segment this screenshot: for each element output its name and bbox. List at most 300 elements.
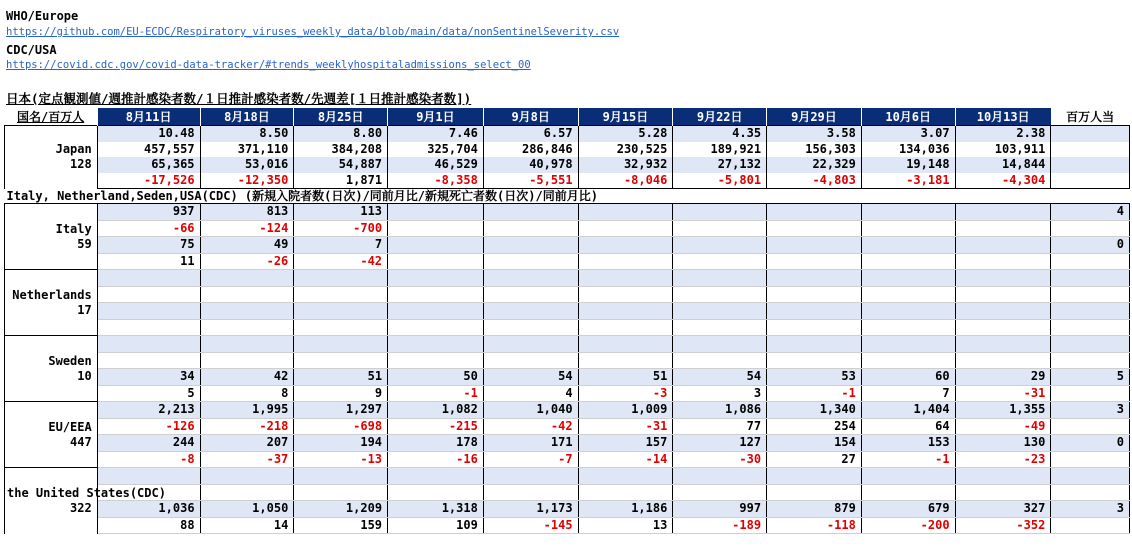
data-cell xyxy=(200,319,294,336)
data-cell: 50 xyxy=(388,369,484,386)
data-cell: -42 xyxy=(294,253,388,270)
data-cell: 7 xyxy=(861,385,955,402)
data-cell: 127 xyxy=(673,435,767,452)
date-column-header: 9月15日 xyxy=(578,108,673,126)
data-cell: -8,046 xyxy=(578,173,673,189)
data-cell: 22,329 xyxy=(767,157,862,173)
data-cell xyxy=(388,303,484,320)
data-table xyxy=(4,108,1130,534)
data-cell xyxy=(483,484,578,501)
data-cell xyxy=(673,253,767,270)
data-cell xyxy=(97,286,200,303)
data-cell: 5.28 xyxy=(578,126,673,142)
data-cell xyxy=(673,204,767,221)
data-cell xyxy=(388,253,484,270)
data-cell xyxy=(955,204,1051,221)
data-cell xyxy=(955,336,1051,353)
country-name-cell xyxy=(5,204,98,270)
data-cell xyxy=(767,286,862,303)
table-row xyxy=(5,126,1130,142)
country-population: 128 xyxy=(70,157,92,172)
data-cell: -5,801 xyxy=(673,173,767,189)
data-cell: 1,040 xyxy=(483,402,578,419)
country-population: 447 xyxy=(70,434,92,449)
data-cell: 134,036 xyxy=(861,142,955,158)
data-cell: 88 xyxy=(97,517,200,534)
data-cell xyxy=(955,352,1051,369)
data-cell: 937 xyxy=(97,204,200,221)
data-cell: 159 xyxy=(294,517,388,534)
data-cell: -218 xyxy=(200,418,294,435)
per-million-cell: 3 xyxy=(1051,501,1130,518)
table-row xyxy=(5,142,1130,158)
table-row xyxy=(5,286,1130,303)
data-cell: -49 xyxy=(955,418,1051,435)
data-cell: 109 xyxy=(388,517,484,534)
table-row xyxy=(5,237,1130,254)
data-cell xyxy=(200,270,294,287)
date-column-header: 10月13日 xyxy=(955,108,1051,126)
data-cell: 178 xyxy=(388,435,484,452)
data-cell: -4,803 xyxy=(767,173,862,189)
data-cell: 46,529 xyxy=(388,157,484,173)
table-row xyxy=(5,253,1130,270)
data-cell: 384,208 xyxy=(294,142,388,158)
data-cell xyxy=(578,484,673,501)
data-cell: -1 xyxy=(861,451,955,468)
data-cell xyxy=(483,237,578,254)
data-cell xyxy=(578,286,673,303)
data-cell: 9 xyxy=(294,385,388,402)
per-million-cell xyxy=(1051,468,1130,485)
per-million-cell xyxy=(1051,484,1130,501)
data-cell: 29 xyxy=(955,369,1051,386)
data-cell xyxy=(97,270,200,287)
data-cell: 1,009 xyxy=(578,402,673,419)
country-name: Japan xyxy=(55,142,92,157)
data-cell xyxy=(388,352,484,369)
data-cell: 457,557 xyxy=(97,142,200,158)
data-cell xyxy=(388,484,484,501)
data-cell xyxy=(673,468,767,485)
table-header-row xyxy=(5,108,1130,126)
data-cell: 6.57 xyxy=(483,126,578,142)
data-cell: 19,148 xyxy=(861,157,955,173)
data-cell xyxy=(673,286,767,303)
data-cell xyxy=(294,336,388,353)
who-europe-label: WHO/Europe xyxy=(6,9,79,23)
date-column-header: 9月8日 xyxy=(483,108,578,126)
data-cell: 51 xyxy=(578,369,673,386)
who-europe-link[interactable]: https://github.com/EU-ECDC/Respiratory_viruses_weekly_data/blob/main/data/nonSentinelSeverity.csv xyxy=(6,26,620,38)
data-cell xyxy=(861,484,955,501)
data-cell: 64 xyxy=(861,418,955,435)
data-cell: -352 xyxy=(955,517,1051,534)
date-column-header: 8月25日 xyxy=(294,108,388,126)
data-cell xyxy=(97,336,200,353)
data-cell xyxy=(578,253,673,270)
country-name-cell xyxy=(5,468,166,534)
data-cell: 1,297 xyxy=(294,402,388,419)
data-cell xyxy=(200,336,294,353)
table-row xyxy=(5,402,1130,419)
data-cell: 157 xyxy=(578,435,673,452)
data-cell xyxy=(767,204,862,221)
data-cell: 286,846 xyxy=(483,142,578,158)
table-row xyxy=(5,468,1130,485)
cdc-usa-link[interactable]: https://covid.cdc.gov/covid-data-tracker/#trends_weeklyhospitaladmissions_select_00 xyxy=(6,59,531,71)
data-cell: 1,340 xyxy=(767,402,862,419)
data-cell: 679 xyxy=(861,501,955,518)
country-column-header: 国名/百万人 xyxy=(5,108,98,126)
data-cell xyxy=(673,303,767,320)
data-cell: -31 xyxy=(955,385,1051,402)
data-cell: 27 xyxy=(767,451,862,468)
data-cell: 171 xyxy=(483,435,578,452)
data-cell: -13 xyxy=(294,451,388,468)
hosp-section-title: Italy, Netherland,Seden,USA(CDC) (新規入院者数(日次)/同前月比/新規死亡者数(日次)/同前月比) xyxy=(6,189,598,203)
data-cell: 1,173 xyxy=(483,501,578,518)
cdc-usa-label: CDC/USA xyxy=(6,43,57,57)
data-cell: 5 xyxy=(97,385,200,402)
data-cell: 53 xyxy=(767,369,862,386)
data-cell: 997 xyxy=(673,501,767,518)
data-cell: 34 xyxy=(97,369,200,386)
data-cell: 65,365 xyxy=(97,157,200,173)
data-cell: 4.35 xyxy=(673,126,767,142)
data-cell xyxy=(767,253,862,270)
data-cell xyxy=(483,303,578,320)
data-cell xyxy=(483,286,578,303)
table-row xyxy=(5,501,1130,518)
data-cell: -14 xyxy=(578,451,673,468)
data-cell xyxy=(767,468,862,485)
data-cell xyxy=(578,204,673,221)
data-cell xyxy=(483,253,578,270)
data-cell: 53,016 xyxy=(200,157,294,173)
data-cell xyxy=(861,468,955,485)
data-cell: -1 xyxy=(767,385,862,402)
data-cell: 42 xyxy=(200,369,294,386)
data-cell: 14,844 xyxy=(955,157,1051,173)
data-cell: 7.46 xyxy=(388,126,484,142)
country-population: 10 xyxy=(77,368,92,383)
data-cell: -3,181 xyxy=(861,173,955,189)
data-cell: 10.48 xyxy=(97,126,200,142)
country-name: Italy xyxy=(55,221,92,236)
data-cell: 230,525 xyxy=(578,142,673,158)
table-row xyxy=(5,336,1130,353)
data-cell xyxy=(767,303,862,320)
data-cell: -215 xyxy=(388,418,484,435)
data-cell: 77 xyxy=(673,418,767,435)
data-cell: 153 xyxy=(861,435,955,452)
data-cell: 13 xyxy=(578,517,673,534)
data-cell xyxy=(388,319,484,336)
per-million-cell xyxy=(1051,319,1130,336)
data-cell: -37 xyxy=(200,451,294,468)
data-cell xyxy=(97,468,200,485)
data-cell: 3 xyxy=(673,385,767,402)
data-cell: 1,082 xyxy=(388,402,484,419)
data-cell xyxy=(673,319,767,336)
data-cell: 32,932 xyxy=(578,157,673,173)
table-row xyxy=(5,385,1130,402)
per-million-cell: 5 xyxy=(1051,369,1130,386)
country-name: Netherlands xyxy=(12,287,92,302)
per-million-cell: 4 xyxy=(1051,204,1130,221)
date-column-header: 9月29日 xyxy=(767,108,862,126)
data-cell xyxy=(294,270,388,287)
data-cell: 1,318 xyxy=(388,501,484,518)
data-cell xyxy=(388,336,484,353)
date-column-header: 9月22日 xyxy=(673,108,767,126)
data-cell: 325,704 xyxy=(388,142,484,158)
data-cell: 54 xyxy=(483,369,578,386)
per-million-cell xyxy=(1051,352,1130,369)
data-cell: 75 xyxy=(97,237,200,254)
data-cell: -23 xyxy=(955,451,1051,468)
data-cell: -200 xyxy=(861,517,955,534)
data-cell xyxy=(767,237,862,254)
data-cell xyxy=(578,336,673,353)
table-row xyxy=(5,157,1130,173)
data-cell xyxy=(200,303,294,320)
data-cell xyxy=(673,336,767,353)
table-row xyxy=(5,369,1130,386)
data-cell xyxy=(673,237,767,254)
data-cell xyxy=(861,303,955,320)
data-cell xyxy=(483,319,578,336)
data-cell: 327 xyxy=(955,501,1051,518)
country-name: the United States(CDC) xyxy=(7,485,166,500)
date-column-header: 8月18日 xyxy=(200,108,294,126)
country-name-cell xyxy=(5,126,98,189)
data-cell xyxy=(578,319,673,336)
data-cell: 2.38 xyxy=(955,126,1051,142)
data-cell: 103,911 xyxy=(955,142,1051,158)
data-cell xyxy=(388,220,484,237)
data-cell xyxy=(955,270,1051,287)
data-cell: 51 xyxy=(294,369,388,386)
data-cell xyxy=(955,286,1051,303)
table-row xyxy=(5,220,1130,237)
date-column-header: 8月11日 xyxy=(97,108,200,126)
country-name-cell xyxy=(5,336,98,402)
japan-section-title: 日本(定点観測値/週推計感染者数/１日推計感染者数/先週差[１日推計感染者数]) xyxy=(6,91,472,106)
data-cell: -4,304 xyxy=(955,173,1051,189)
data-cell: -12,350 xyxy=(200,173,294,189)
table-row xyxy=(5,204,1130,221)
data-cell: -8 xyxy=(97,451,200,468)
data-cell: 1,086 xyxy=(673,402,767,419)
data-cell: 189,921 xyxy=(673,142,767,158)
data-cell: 1,036 xyxy=(97,501,200,518)
country-population: 17 xyxy=(77,302,92,317)
data-cell xyxy=(388,237,484,254)
per-million-cell xyxy=(1051,173,1130,189)
data-cell: 1,186 xyxy=(578,501,673,518)
per-million-cell: 0 xyxy=(1051,237,1130,254)
data-cell: 40,978 xyxy=(483,157,578,173)
data-cell: 3.58 xyxy=(767,126,862,142)
per-million-cell xyxy=(1051,142,1130,158)
data-cell: 8.80 xyxy=(294,126,388,142)
data-cell: 879 xyxy=(767,501,862,518)
data-cell: 14 xyxy=(200,517,294,534)
data-cell: -26 xyxy=(200,253,294,270)
section-title-row xyxy=(5,189,1130,204)
data-cell: 1,209 xyxy=(294,501,388,518)
table-row xyxy=(5,435,1130,452)
per-million-cell xyxy=(1051,385,1130,402)
date-column-header: 10月6日 xyxy=(861,108,955,126)
data-cell xyxy=(578,303,673,320)
data-cell: 1,871 xyxy=(294,173,388,189)
data-cell: 60 xyxy=(861,369,955,386)
data-cell xyxy=(861,204,955,221)
per-million-cell xyxy=(1051,253,1130,270)
per-million-cell xyxy=(1051,220,1130,237)
data-cell: -118 xyxy=(767,517,862,534)
data-cell: 2,213 xyxy=(97,402,200,419)
table-row xyxy=(5,270,1130,287)
data-cell xyxy=(767,319,862,336)
data-cell: 1,995 xyxy=(200,402,294,419)
data-cell: 4 xyxy=(483,385,578,402)
data-cell: -700 xyxy=(294,220,388,237)
data-cell xyxy=(955,319,1051,336)
data-cell: -1 xyxy=(388,385,484,402)
per-million-cell xyxy=(1051,286,1130,303)
data-cell xyxy=(861,237,955,254)
data-cell xyxy=(673,270,767,287)
data-cell xyxy=(578,270,673,287)
data-cell: 254 xyxy=(767,418,862,435)
data-cell: -42 xyxy=(483,418,578,435)
data-cell xyxy=(483,220,578,237)
data-cell: 194 xyxy=(294,435,388,452)
data-cell xyxy=(578,220,673,237)
country-name: Sweden xyxy=(48,353,92,368)
data-cell: -66 xyxy=(97,220,200,237)
table-row xyxy=(5,173,1130,189)
data-cell xyxy=(955,303,1051,320)
data-cell xyxy=(388,270,484,287)
per-million-cell: 3 xyxy=(1051,402,1130,419)
data-cell: 7 xyxy=(294,237,388,254)
data-cell xyxy=(955,220,1051,237)
table-row xyxy=(5,484,1130,501)
data-cell: -7 xyxy=(483,451,578,468)
data-cell: 1,050 xyxy=(200,501,294,518)
data-cell: 813 xyxy=(200,204,294,221)
per-million-cell xyxy=(1051,270,1130,287)
data-cell: 130 xyxy=(955,435,1051,452)
data-cell xyxy=(861,336,955,353)
data-cell: -126 xyxy=(97,418,200,435)
data-cell: -698 xyxy=(294,418,388,435)
data-cell xyxy=(388,468,484,485)
table-row xyxy=(5,319,1130,336)
country-population: 322 xyxy=(70,500,92,515)
table-row xyxy=(5,303,1130,320)
data-cell xyxy=(861,220,955,237)
data-cell xyxy=(673,352,767,369)
data-cell xyxy=(294,286,388,303)
data-cell xyxy=(578,237,673,254)
data-cell xyxy=(861,253,955,270)
data-cell: 49 xyxy=(200,237,294,254)
data-cell xyxy=(578,352,673,369)
data-cell xyxy=(955,484,1051,501)
data-cell: -30 xyxy=(673,451,767,468)
data-cell: 3.07 xyxy=(861,126,955,142)
data-cell: -17,526 xyxy=(97,173,200,189)
data-cell xyxy=(97,352,200,369)
data-cell xyxy=(955,237,1051,254)
data-cell: 154 xyxy=(767,435,862,452)
data-cell: -5,551 xyxy=(483,173,578,189)
data-cell xyxy=(97,303,200,320)
data-cell: 54 xyxy=(673,369,767,386)
data-cell xyxy=(388,286,484,303)
data-cell xyxy=(483,352,578,369)
data-cell xyxy=(200,484,294,501)
data-cell xyxy=(200,468,294,485)
data-cell xyxy=(861,319,955,336)
data-cell xyxy=(578,468,673,485)
data-cell: -3 xyxy=(578,385,673,402)
per-million-cell: 0 xyxy=(1051,435,1130,452)
data-cell: 54,887 xyxy=(294,157,388,173)
data-cell xyxy=(294,303,388,320)
table-row xyxy=(5,517,1130,534)
country-name: EU/EEA xyxy=(48,419,92,434)
data-cell xyxy=(294,352,388,369)
data-cell xyxy=(294,319,388,336)
per-million-cell xyxy=(1051,303,1130,320)
data-cell xyxy=(955,468,1051,485)
per-million-cell xyxy=(1051,451,1130,468)
data-cell: 8.50 xyxy=(200,126,294,142)
data-cell xyxy=(200,286,294,303)
data-cell xyxy=(861,352,955,369)
per-million-cell xyxy=(1051,517,1130,534)
data-cell: 8 xyxy=(200,385,294,402)
table-row xyxy=(5,451,1130,468)
per-million-cell xyxy=(1051,126,1130,142)
data-cell: 1,355 xyxy=(955,402,1051,419)
data-cell xyxy=(483,336,578,353)
data-cell xyxy=(767,484,862,501)
data-cell: 27,132 xyxy=(673,157,767,173)
data-cell: 156,303 xyxy=(767,142,862,158)
data-cell: 371,110 xyxy=(200,142,294,158)
data-cell xyxy=(955,253,1051,270)
country-name-cell xyxy=(5,402,98,468)
data-cell: 244 xyxy=(97,435,200,452)
data-cell xyxy=(673,484,767,501)
data-cell xyxy=(673,220,767,237)
per-million-column-header: 百万人当 xyxy=(1051,108,1130,126)
date-column-header: 9月1日 xyxy=(388,108,484,126)
data-cell xyxy=(483,204,578,221)
data-cell: -189 xyxy=(673,517,767,534)
data-cell xyxy=(767,270,862,287)
data-cell xyxy=(861,270,955,287)
data-cell xyxy=(861,286,955,303)
